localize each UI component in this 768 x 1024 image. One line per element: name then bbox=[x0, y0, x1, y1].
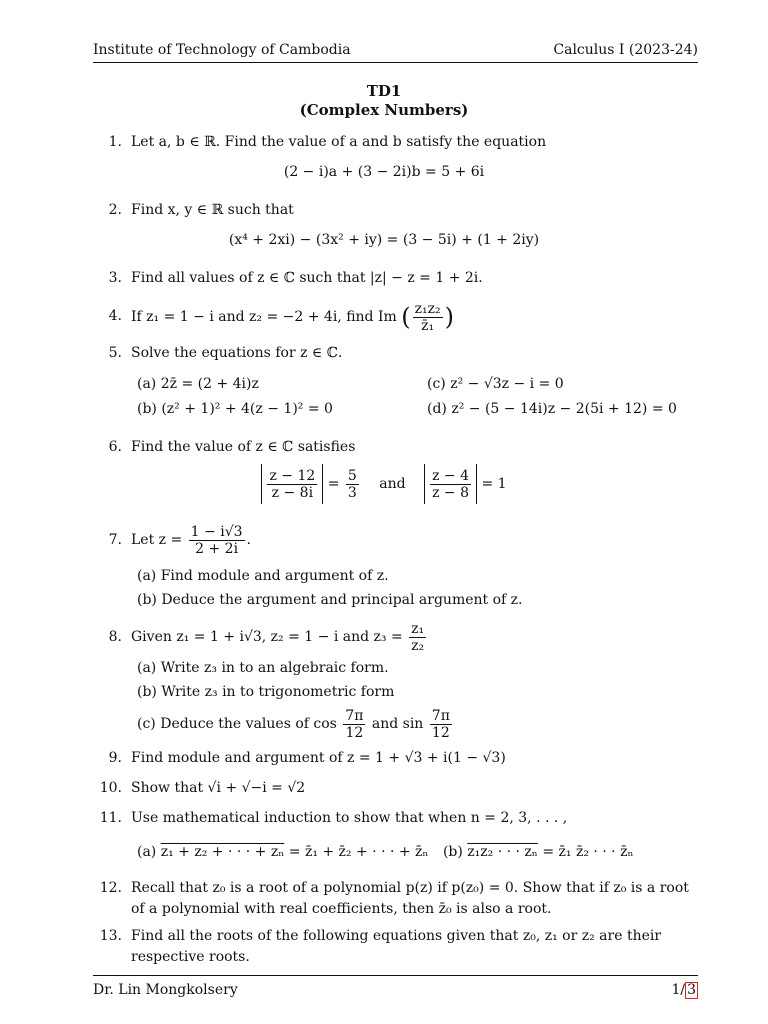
problem-8-lead: Given z₁ = 1 + i√3, z₂ = 1 − i and z₃ = bbox=[131, 629, 403, 645]
fraction-denominator: z₂ bbox=[411, 637, 425, 654]
fraction-numerator: z₁z₂ bbox=[414, 300, 441, 317]
problem-5d: (d) z² − (5 − 14i)z − 2(5i + 12) = 0 bbox=[427, 401, 677, 417]
modulus-bars bbox=[424, 464, 477, 504]
problem-8a: (a) Write z₃ in to an algebraic form. bbox=[137, 660, 389, 676]
problem-number: 8. bbox=[108, 629, 122, 645]
fraction-denominator: z − 8i bbox=[267, 484, 317, 501]
problem-text: Recall that z₀ is a root of a polynomial p(z) if p(z₀) = 0. Show that if z₀ is a root of a polynomial with real coefficients, then z̄₀ is also a root. bbox=[131, 880, 689, 917]
problem-8c bbox=[137, 704, 454, 744]
problem-5a: (a) 2z̄ = (2 + 4i)z bbox=[137, 376, 259, 392]
problem-text bbox=[131, 296, 698, 338]
problem-text: Find module and argument of z = 1 + √3 + i(1 − √3) bbox=[131, 750, 506, 766]
fraction-numerator: 5 bbox=[347, 467, 357, 484]
equals-one: = 1 bbox=[481, 476, 507, 492]
fraction-denominator: z − 8 bbox=[432, 484, 469, 501]
fraction-numerator: z − 4 bbox=[432, 467, 469, 484]
fraction-denominator: 2 + 2i bbox=[189, 540, 245, 557]
problem-11b-rhs: z̄₁ z̄₂ · · · z̄ₙ bbox=[558, 844, 634, 860]
problem-8c-lead: (c) Deduce the values of cos bbox=[137, 716, 337, 732]
page-header bbox=[93, 42, 698, 63]
problem-8c-row bbox=[0, 704, 768, 744]
problem-11b-label: (b) bbox=[442, 844, 463, 860]
page-footer bbox=[93, 975, 698, 1000]
problem-11a-label: (a) bbox=[137, 844, 157, 860]
problem-text: Find the value of z ∈ ℂ satisfies bbox=[131, 439, 356, 455]
problem-4-fraction bbox=[413, 301, 443, 334]
problem-text: Find all the roots of the following equations given that z₀, z₁ or z₂ are their respective roots. bbox=[131, 928, 662, 965]
fraction-denominator: 3 bbox=[347, 484, 357, 501]
problem-11a-lhs: z₁ + z₂ + · · · + zₙ bbox=[160, 844, 285, 860]
fraction-numerator: 7π bbox=[345, 707, 364, 724]
problem-4-lead: If z₁ = 1 − i and z₂ = −2 + 4i, find Im bbox=[131, 309, 397, 325]
and-word: and bbox=[379, 476, 406, 492]
right-paren: ) bbox=[444, 303, 454, 331]
fraction-denominator: 12 bbox=[430, 724, 452, 741]
problem-text: Show that √i + √−i = √2 bbox=[131, 780, 306, 796]
problem-8b: (b) Write z₃ in to trigonometric form bbox=[137, 684, 395, 700]
problem-1-equation: (2 − i)a + (3 − 2i)b = 5 + 6i bbox=[283, 164, 485, 180]
problem-8c-mid: and sin bbox=[371, 716, 424, 732]
problem-11b-lhs: z₁z₂ · · · zₙ bbox=[467, 844, 538, 860]
problem-7-fraction bbox=[189, 524, 245, 557]
problem-6-equations bbox=[0, 464, 768, 504]
fraction-denominator: z̄₁ bbox=[413, 317, 443, 334]
doc-title: TD1 bbox=[366, 82, 402, 100]
header-institute: Institute of Technology of Cambodia bbox=[93, 42, 351, 58]
problem-text: Use mathematical induction to show that when n = 2, 3, . . . , bbox=[131, 810, 568, 826]
problem-text: Let a, b ∈ ℝ. Find the value of a and b satisfy the equation bbox=[131, 134, 547, 150]
doc-subtitle: (Complex Numbers) bbox=[299, 101, 469, 119]
problem-5b: (b) (z² + 1)² + 4(z − 1)² = 0 bbox=[137, 401, 333, 417]
problem-text: Find x, y ∈ ℝ such that bbox=[131, 202, 294, 218]
ratio-fraction bbox=[346, 468, 359, 501]
problem-number: 5. bbox=[108, 345, 122, 361]
page-counter bbox=[671, 982, 698, 999]
equals-sign: = bbox=[288, 844, 301, 860]
fraction-denominator: 12 bbox=[343, 724, 365, 741]
problem-text: Solve the equations for z ∈ ℂ. bbox=[131, 345, 343, 361]
problem-number: 9. bbox=[108, 750, 122, 766]
fraction-numerator: z₁ bbox=[411, 620, 425, 637]
problem-text bbox=[131, 617, 698, 657]
problem-7a: (a) Find module and argument of z. bbox=[137, 568, 389, 584]
problem-number: 4. bbox=[108, 308, 122, 324]
problem-number: 7. bbox=[108, 532, 122, 548]
problem-8 bbox=[0, 617, 768, 657]
problem-7-lead: Let z = bbox=[131, 532, 183, 548]
problem-number: 10. bbox=[99, 780, 122, 796]
sin-angle-fraction bbox=[430, 708, 452, 741]
problem-2-equation: (x⁴ + 2xi) − (3x² + iy) = (3 − 5i) + (1 + 2iy) bbox=[228, 232, 540, 248]
total-pages-link[interactable]: 3 bbox=[687, 982, 696, 998]
problem-number: 3. bbox=[108, 270, 122, 286]
problem-5c: (c) z² − √3z − i = 0 bbox=[427, 376, 564, 392]
footer-author: Dr. Lin Mongkolsery bbox=[93, 982, 238, 998]
problem-number: 11. bbox=[99, 810, 122, 826]
fraction-numerator: 1 − i√3 bbox=[190, 523, 243, 540]
problem-number: 6. bbox=[108, 439, 122, 455]
problem-number: 1. bbox=[108, 134, 122, 150]
problem-11a-rhs: z̄₁ + z̄₂ + · · · + z̄ₙ bbox=[304, 844, 429, 860]
equals-sign: = bbox=[542, 844, 555, 860]
equals-sign: = bbox=[327, 476, 340, 492]
problem-11-parts-line bbox=[137, 842, 634, 862]
header-course: Calculus I (2023-24) bbox=[553, 42, 698, 58]
problem-4 bbox=[0, 296, 768, 338]
modulus-bars bbox=[261, 464, 323, 504]
fraction-numerator: 7π bbox=[431, 707, 450, 724]
cos-angle-fraction bbox=[343, 708, 365, 741]
problem-text bbox=[131, 520, 698, 560]
fraction bbox=[267, 468, 317, 501]
problem-text: Find all values of z ∈ ℂ such that |z| − z = 1 + 2i. bbox=[131, 270, 483, 286]
problem-7 bbox=[0, 520, 768, 560]
problem-number: 2. bbox=[108, 202, 122, 218]
problem-number: 12. bbox=[99, 880, 122, 896]
problem-7b: (b) Deduce the argument and principal argument of z. bbox=[137, 592, 523, 608]
page-number: 1/ bbox=[671, 982, 686, 998]
period: . bbox=[246, 532, 251, 548]
fraction bbox=[430, 468, 471, 501]
fraction-numerator: z − 12 bbox=[269, 467, 316, 484]
problem-number: 13. bbox=[99, 928, 122, 944]
problem-8-fraction bbox=[409, 621, 426, 654]
left-paren: ( bbox=[401, 303, 411, 331]
